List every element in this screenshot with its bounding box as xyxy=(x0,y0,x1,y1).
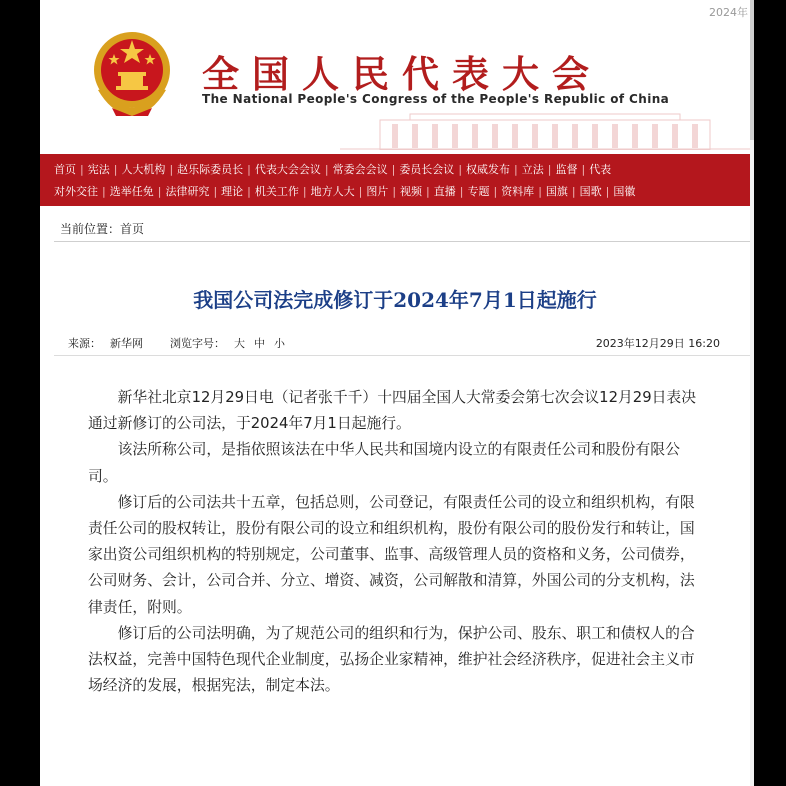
nav-link[interactable]: 权威发布 xyxy=(466,163,511,176)
font-size-small-button[interactable]: 小 xyxy=(274,337,285,350)
nav-separator: | xyxy=(581,163,586,176)
nav-link[interactable]: 国徽 xyxy=(613,185,636,198)
nav-separator: | xyxy=(426,185,430,198)
divider xyxy=(54,241,750,242)
nav-link[interactable]: 机关工作 xyxy=(254,185,299,198)
nav-link[interactable]: 国旗 xyxy=(545,185,568,198)
site-header xyxy=(40,22,750,150)
nav-separator: | xyxy=(459,185,464,198)
nav-row-2 xyxy=(54,183,635,199)
main-navigation xyxy=(40,154,750,206)
nav-separator: | xyxy=(324,163,329,176)
nav-separator: | xyxy=(80,163,84,176)
nav-link[interactable]: 首页 xyxy=(54,163,76,176)
nav-link[interactable]: 赵乐际委员长 xyxy=(177,163,244,176)
nav-link[interactable]: 选举任免 xyxy=(109,185,154,198)
nav-separator: | xyxy=(302,185,307,198)
nav-separator: | xyxy=(247,185,251,198)
page xyxy=(40,0,750,786)
nav-separator: | xyxy=(247,163,251,176)
nav-separator: | xyxy=(571,185,576,198)
nav-separator: | xyxy=(157,185,162,198)
publish-datetime: 2023年12月29日 16:20 xyxy=(595,337,720,350)
site-title: 全国人民代表大会 xyxy=(202,52,602,96)
nav-separator: | xyxy=(458,163,463,176)
nav-link[interactable]: 人大机构 xyxy=(121,163,166,176)
font-size-medium-button[interactable]: 中 xyxy=(254,337,265,350)
nav-separator: | xyxy=(514,163,518,176)
font-size-large-button[interactable]: 大 xyxy=(234,337,245,350)
nav-separator: | xyxy=(391,163,396,176)
nav-link[interactable]: 专题 xyxy=(467,185,490,198)
article-paragraph: 新华社北京12月29日电（记者张千千）十四届全国人大常委会第七次会议12月29日表决通过新修订的公司法，于2024年7月1日起施行。 xyxy=(88,389,697,433)
nav-link[interactable]: 立法 xyxy=(521,163,544,176)
nav-separator: | xyxy=(547,163,552,176)
article-title: 我国公司法完成修订于2024年7月1日起施行 xyxy=(193,288,597,312)
site-subtitle: The National People's Congress of the People's Republic of China xyxy=(202,92,670,106)
article-paragraph: 修订后的公司法共十五章，包括总则，公司登记，有限责任公司的设立和组织机构，有限责任公司的股权转让，股份有限公司的设立和组织机构，股份有限公司的股份发行和转让，国家出资公司组织机构的特别规定，公司董事、监事、高级管理人员的资格和义务，公司债券，公司财务、会计，公司合并、分立、增资、减资，公司解散和清算，外国公司的分支机构，法律责任，附则。 xyxy=(88,493,695,616)
divider xyxy=(54,355,750,356)
nav-link[interactable]: 理论 xyxy=(221,185,244,198)
nav-separator: | xyxy=(169,163,174,176)
year-corner-text: 2024年 xyxy=(709,6,748,19)
nav-separator: | xyxy=(392,185,397,198)
nav-link[interactable]: 视频 xyxy=(400,185,423,198)
scrollbar[interactable] xyxy=(750,0,754,786)
nav-row-1 xyxy=(54,161,611,177)
scrollbar-thumb[interactable] xyxy=(750,0,754,140)
nav-link[interactable]: 常委会会议 xyxy=(332,163,388,176)
nav-link[interactable]: 图片 xyxy=(366,185,389,198)
nav-link[interactable]: 直播 xyxy=(433,185,456,198)
breadcrumb: 当前位置：首页 xyxy=(60,222,145,236)
article-paragraph: 修订后的公司法明确，为了规范公司的组织和行为，保护公司、股东、职工和债权人的合法权益，完善中国特色现代企业制度，弘扬企业家精神，维护社会经济秩序，促进社会主义市场经济的发展，根据宪法，制定本法。 xyxy=(88,624,695,695)
nav-separator: | xyxy=(358,185,363,198)
font-size-label: 浏览字号： xyxy=(170,337,225,350)
source-value: 新华网 xyxy=(110,337,143,350)
nav-separator: | xyxy=(538,185,542,198)
nav-separator: | xyxy=(113,163,118,176)
great-hall-illustration xyxy=(340,110,750,150)
article-body xyxy=(88,385,696,699)
nav-separator: | xyxy=(605,185,610,198)
nav-separator: | xyxy=(493,185,498,198)
article-paragraph: 该法所称公司，是指依照该法在中华人民共和国境内设立的有限责任公司和股份有限公司。 xyxy=(88,441,680,485)
nav-separator: | xyxy=(213,185,218,198)
nav-link[interactable]: 地方人大 xyxy=(310,185,355,198)
nav-link[interactable]: 委员长会议 xyxy=(399,163,455,176)
source-label: 来源： xyxy=(68,337,101,350)
nav-link[interactable]: 对外交往 xyxy=(54,185,98,198)
article-meta xyxy=(68,335,720,355)
nav-link[interactable]: 国歌 xyxy=(579,185,602,198)
nav-separator: | xyxy=(102,185,106,198)
nav-link[interactable]: 资料库 xyxy=(501,185,535,198)
nav-link[interactable]: 宪法 xyxy=(87,163,110,176)
nav-link[interactable]: 法律研究 xyxy=(165,185,210,198)
nav-link[interactable]: 代表 xyxy=(589,163,612,176)
nav-link[interactable]: 代表大会会议 xyxy=(254,163,321,176)
national-emblem-icon[interactable] xyxy=(92,30,172,118)
nav-link[interactable]: 监督 xyxy=(555,163,578,176)
